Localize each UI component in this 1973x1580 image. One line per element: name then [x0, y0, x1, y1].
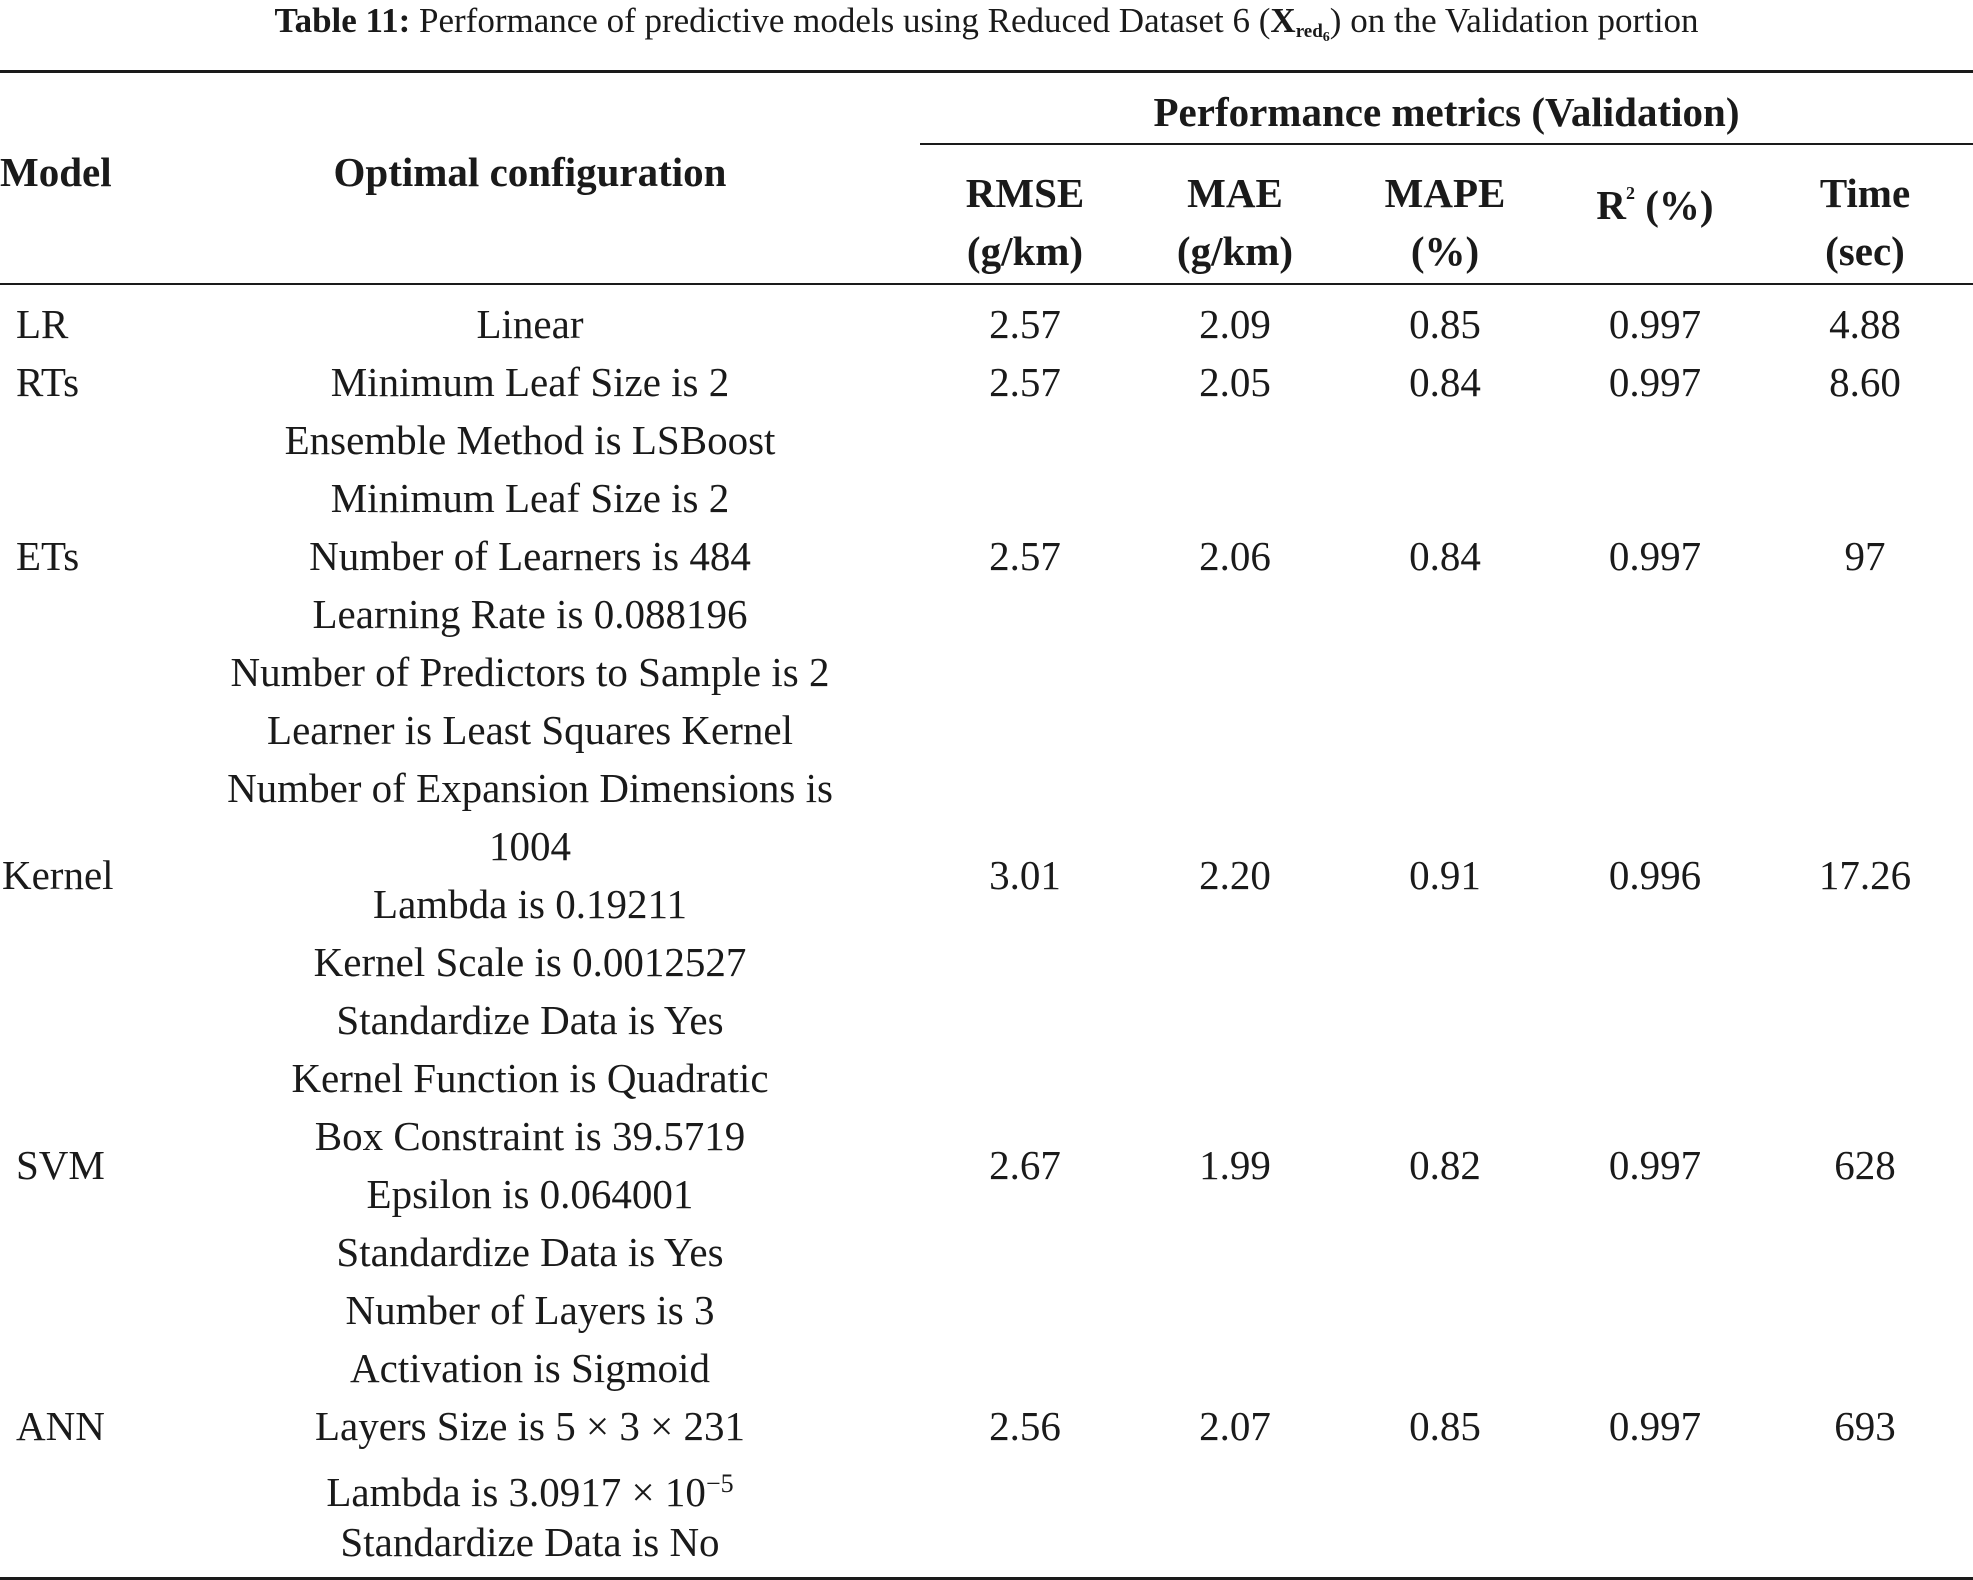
header-r2: $R^2$ (%): [1596, 182, 1714, 228]
time-cell: 8.60: [1829, 359, 1901, 405]
header-bottom-rule: [0, 283, 1973, 285]
config-line: Number of Layers is 3: [345, 1287, 715, 1333]
r2-cell: 0.997: [1608, 533, 1702, 579]
rmse-cell: 2.56: [989, 1403, 1061, 1449]
config-line: Standardize Data is No: [340, 1519, 720, 1565]
mae-cell: 2.06: [1199, 533, 1271, 579]
header-model: Model: [0, 149, 112, 195]
mape-cell: 0.85: [1409, 1403, 1481, 1449]
config-line: Box Constraint is 39.5719: [314, 1113, 746, 1159]
caption-text-before: Performance of predictive models using Reduced Dataset 6 (: [419, 1, 1271, 40]
config-line: Minimum Leaf Size is 2: [330, 475, 730, 521]
config-cell: [150, 411, 910, 701]
config-cell: [150, 1281, 910, 1571]
model-cell: ANN: [16, 1403, 105, 1449]
time-cell: 693: [1834, 1403, 1896, 1449]
mape-cell: 0.82: [1409, 1142, 1481, 1188]
table-caption: [0, 0, 1973, 46]
model-cell: SVM: [16, 1142, 105, 1188]
config-line: Standardize Data is Yes: [336, 1229, 724, 1275]
time-cell: 97: [1844, 533, 1886, 579]
config-line: Layers Size is 5 × 3 × 231: [315, 1403, 745, 1449]
r2-cell: 0.997: [1608, 359, 1702, 405]
caption-text-after: ) on the Validation portion: [1329, 1, 1699, 40]
config-line: 1004: [489, 823, 571, 869]
rmse-cell: 2.57: [989, 301, 1061, 347]
config-line: Number of Expansion Dimensions is: [227, 765, 833, 811]
mae-cell: 2.05: [1199, 359, 1271, 405]
rmse-cell: 2.67: [989, 1142, 1061, 1188]
time-cell: 4.88: [1829, 301, 1901, 347]
model-cell: RTs: [16, 359, 80, 405]
config-line: Learning Rate is 0.088196: [312, 591, 748, 637]
rmse-cell: 2.57: [989, 359, 1061, 405]
model-cell: LR: [16, 301, 69, 347]
config-cell: [150, 295, 910, 353]
rmse-cell: 2.57: [989, 533, 1061, 579]
mae-cell: 2.07: [1199, 1403, 1271, 1449]
model-cell: ETs: [16, 533, 80, 579]
config-line: Kernel Scale is 0.0012527: [313, 939, 747, 985]
mae-cell: 2.09: [1199, 301, 1271, 347]
metrics-group-rule: [920, 143, 1973, 145]
config-line: Kernel Function is Quadratic: [291, 1055, 769, 1101]
config-line: Minimum Leaf Size is 2: [330, 359, 730, 405]
config-line: Lambda is $3.0917 \times 10^{-5}$: [326, 1469, 734, 1515]
mape-cell: 0.91: [1409, 852, 1481, 898]
header-metrics-group: Performance metrics (Validation): [1153, 89, 1740, 135]
mae-cell: 2.20: [1199, 852, 1271, 898]
config-cell: [150, 1049, 910, 1281]
config-line: Learner is Least Squares Kernel: [267, 707, 793, 753]
config-line: Epsilon is 0.064001: [366, 1171, 694, 1217]
r2-cell: 0.997: [1608, 1142, 1702, 1188]
header-config: Optimal configuration: [333, 149, 727, 195]
config-cell: [150, 353, 910, 411]
table-top-rule: [0, 70, 1973, 73]
config-line: Lambda is 0.19211: [373, 881, 687, 927]
config-line: Linear: [476, 301, 584, 347]
r2-cell: 0.996: [1608, 852, 1702, 898]
config-line: Number of Learners is 484: [309, 533, 751, 579]
header-time: Time (sec): [1819, 170, 1911, 274]
header-mape: MAPE (%): [1384, 170, 1506, 274]
mape-cell: 0.84: [1409, 359, 1481, 405]
caption-label: Table 11:: [274, 1, 411, 40]
r2-cell: 0.997: [1608, 301, 1702, 347]
time-cell: 628: [1834, 1142, 1896, 1188]
caption-symbol: $X_{red_6}$: [1270, 1, 1330, 45]
mae-cell: 1.99: [1199, 1142, 1271, 1188]
model-cell: Kernel: [2, 852, 114, 898]
config-line: Number of Predictors to Sample is 2: [230, 649, 830, 695]
config-line: Activation is Sigmoid: [350, 1345, 710, 1391]
header-mae: MAE (g/km): [1176, 170, 1294, 274]
time-cell: 17.26: [1818, 852, 1912, 898]
rmse-cell: 3.01: [989, 852, 1061, 898]
config-line: Standardize Data is Yes: [336, 997, 724, 1043]
header-rmse: RMSE (g/km): [965, 170, 1085, 274]
mape-cell: 0.84: [1409, 533, 1481, 579]
config-line: Ensemble Method is LSBoost: [284, 417, 776, 463]
config-cell: [150, 701, 910, 1049]
r2-cell: 0.997: [1608, 1403, 1702, 1449]
mape-cell: 0.85: [1409, 301, 1481, 347]
